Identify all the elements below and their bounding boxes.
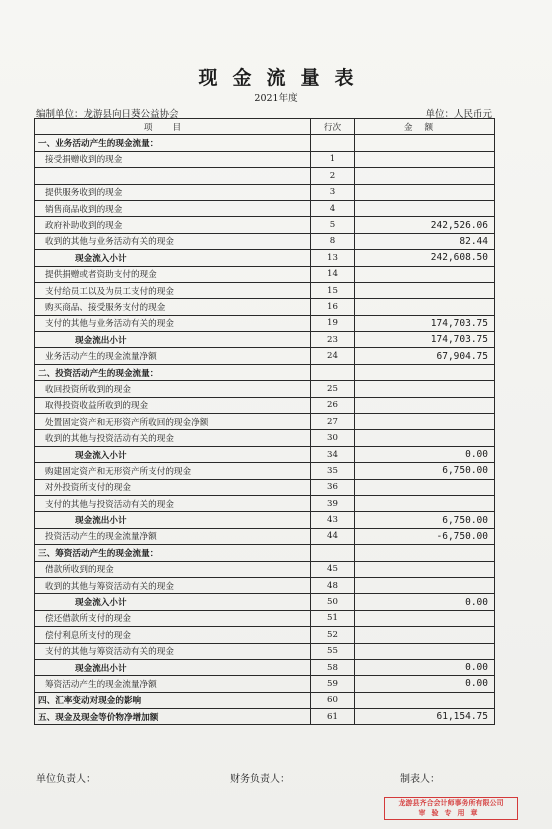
report-year: 2021年度 bbox=[254, 93, 298, 104]
table-row bbox=[35, 282, 495, 298]
row-amount: 61,154.75 bbox=[355, 709, 495, 725]
header-line-no: 行次 bbox=[311, 119, 355, 135]
row-line-number: 34 bbox=[311, 446, 355, 462]
row-line-number: 52 bbox=[311, 627, 355, 643]
row-item-label: 支付的其他与筹资活动有关的现金 bbox=[35, 643, 311, 659]
row-item-label: 业务活动产生的现金流量净额 bbox=[35, 348, 311, 364]
row-amount bbox=[355, 610, 495, 626]
row-amount: 0.00 bbox=[355, 446, 495, 462]
table-row bbox=[35, 610, 495, 626]
row-line-number: 60 bbox=[311, 692, 355, 708]
row-amount bbox=[355, 561, 495, 577]
row-line-number: 26 bbox=[311, 397, 355, 413]
row-item-label: 偿付利息所支付的现金 bbox=[35, 627, 311, 643]
table-row bbox=[35, 397, 495, 413]
row-item-label: 提供捐赠或者资助支付的现金 bbox=[35, 266, 311, 282]
table-row bbox=[35, 627, 495, 643]
finance-head-signature: 财务负责人： bbox=[230, 774, 290, 785]
organization-label: 编制单位：龙游县向日葵公益协会 bbox=[36, 109, 179, 120]
row-amount: 0.00 bbox=[355, 659, 495, 675]
row-line-number: 51 bbox=[311, 610, 355, 626]
row-item-label: 购买商品、接受服务支付的现金 bbox=[35, 299, 311, 315]
row-line-number bbox=[311, 135, 355, 151]
table-row bbox=[35, 545, 495, 561]
table-row bbox=[35, 184, 495, 200]
row-amount bbox=[355, 282, 495, 298]
table-row bbox=[35, 594, 495, 610]
row-amount: -6,750.00 bbox=[355, 528, 495, 544]
row-item-label: 支付的其他与投资活动有关的现金 bbox=[35, 495, 311, 511]
table-row bbox=[35, 200, 495, 216]
row-amount: 174,703.75 bbox=[355, 315, 495, 331]
row-item-label: 取得投资收益所收到的现金 bbox=[35, 397, 311, 413]
row-line-number: 35 bbox=[311, 463, 355, 479]
table-row bbox=[35, 561, 495, 577]
row-amount bbox=[355, 430, 495, 446]
row-amount bbox=[355, 200, 495, 216]
row-line-number: 5 bbox=[311, 217, 355, 233]
table-row bbox=[35, 217, 495, 233]
table-row bbox=[35, 135, 495, 151]
table-row bbox=[35, 446, 495, 462]
row-item-label: 购建固定资产和无形资产所支付的现金 bbox=[35, 463, 311, 479]
table-header-row bbox=[35, 119, 495, 135]
row-item-label: 一、业务活动产生的现金流量： bbox=[35, 135, 311, 151]
row-line-number: 13 bbox=[311, 250, 355, 266]
row-line-number: 61 bbox=[311, 709, 355, 725]
row-item-label: 现金流出小计 bbox=[35, 659, 311, 675]
row-item-label: 四、汇率变动对现金的影响 bbox=[35, 692, 311, 708]
table-row bbox=[35, 151, 495, 167]
table-row bbox=[35, 512, 495, 528]
header-amount: 金额 bbox=[355, 119, 495, 135]
table-row bbox=[35, 528, 495, 544]
table-row bbox=[35, 233, 495, 249]
row-line-number: 59 bbox=[311, 676, 355, 692]
currency-unit-label: 单位：人民币元 bbox=[425, 109, 492, 120]
row-item-label: 现金流出小计 bbox=[35, 332, 311, 348]
row-line-number: 55 bbox=[311, 643, 355, 659]
row-item-label: 借款所收到的现金 bbox=[35, 561, 311, 577]
row-line-number: 23 bbox=[311, 332, 355, 348]
row-amount bbox=[355, 479, 495, 495]
table-row bbox=[35, 709, 495, 725]
table-row bbox=[35, 676, 495, 692]
row-item-label: 销售商品收到的现金 bbox=[35, 200, 311, 216]
row-amount: 242,608.50 bbox=[355, 250, 495, 266]
row-amount bbox=[355, 364, 495, 380]
row-line-number: 48 bbox=[311, 577, 355, 593]
row-item-label: 收到的其他与业务活动有关的现金 bbox=[35, 233, 311, 249]
row-item-label: 支付的其他与业务活动有关的现金 bbox=[35, 315, 311, 331]
row-line-number: 3 bbox=[311, 184, 355, 200]
cash-flow-table bbox=[34, 118, 495, 725]
table-row bbox=[35, 577, 495, 593]
table-row bbox=[35, 266, 495, 282]
row-amount bbox=[355, 184, 495, 200]
row-line-number bbox=[311, 364, 355, 380]
table-row bbox=[35, 463, 495, 479]
row-amount: 0.00 bbox=[355, 594, 495, 610]
row-line-number: 36 bbox=[311, 479, 355, 495]
row-line-number: 50 bbox=[311, 594, 355, 610]
row-amount bbox=[355, 545, 495, 561]
row-amount bbox=[355, 381, 495, 397]
row-amount: 174,703.75 bbox=[355, 332, 495, 348]
row-amount bbox=[355, 397, 495, 413]
row-item-label: 提供服务收到的现金 bbox=[35, 184, 311, 200]
row-line-number: 15 bbox=[311, 282, 355, 298]
table-row bbox=[35, 692, 495, 708]
row-item-label: 现金流入小计 bbox=[35, 446, 311, 462]
table-row bbox=[35, 364, 495, 380]
stamp-purpose: 审验专用章 bbox=[418, 807, 484, 817]
table-row bbox=[35, 332, 495, 348]
table-row bbox=[35, 414, 495, 430]
preparer-signature: 制表人： bbox=[400, 774, 440, 785]
row-item-label: 对外投资所支付的现金 bbox=[35, 479, 311, 495]
row-amount bbox=[355, 643, 495, 659]
row-amount bbox=[355, 168, 495, 184]
row-line-number: 24 bbox=[311, 348, 355, 364]
row-amount bbox=[355, 299, 495, 315]
row-line-number: 8 bbox=[311, 233, 355, 249]
row-line-number: 2 bbox=[311, 168, 355, 184]
row-line-number: 58 bbox=[311, 659, 355, 675]
row-line-number: 30 bbox=[311, 430, 355, 446]
row-line-number: 44 bbox=[311, 528, 355, 544]
table-row bbox=[35, 659, 495, 675]
table-row bbox=[35, 643, 495, 659]
row-line-number bbox=[311, 545, 355, 561]
table-row bbox=[35, 299, 495, 315]
row-item-label: 投资活动产生的现金流量净额 bbox=[35, 528, 311, 544]
unit-head-signature: 单位负责人： bbox=[36, 774, 96, 785]
row-item-label: 现金流出小计 bbox=[35, 512, 311, 528]
table-row bbox=[35, 168, 495, 184]
table-row bbox=[35, 348, 495, 364]
row-line-number: 27 bbox=[311, 414, 355, 430]
row-amount bbox=[355, 577, 495, 593]
row-item-label: 支付给员工以及为员工支付的现金 bbox=[35, 282, 311, 298]
row-item-label bbox=[35, 168, 311, 184]
table-body bbox=[35, 135, 495, 725]
row-line-number: 45 bbox=[311, 561, 355, 577]
header-item: 项目 bbox=[35, 119, 311, 135]
row-item-label: 接受捐赠收到的现金 bbox=[35, 151, 311, 167]
row-item-label: 处置固定资产和无形资产所收回的现金净额 bbox=[35, 414, 311, 430]
row-item-label: 现金流入小计 bbox=[35, 250, 311, 266]
table-row bbox=[35, 381, 495, 397]
table-row bbox=[35, 315, 495, 331]
row-item-label: 筹资活动产生的现金流量净额 bbox=[35, 676, 311, 692]
row-amount: 6,750.00 bbox=[355, 463, 495, 479]
row-item-label: 政府补助收到的现金 bbox=[35, 217, 311, 233]
row-line-number: 19 bbox=[311, 315, 355, 331]
row-item-label: 收回投资所收到的现金 bbox=[35, 381, 311, 397]
row-line-number: 25 bbox=[311, 381, 355, 397]
row-line-number: 4 bbox=[311, 200, 355, 216]
row-item-label: 收到的其他与筹资活动有关的现金 bbox=[35, 577, 311, 593]
row-line-number: 16 bbox=[311, 299, 355, 315]
row-item-label: 偿还借款所支付的现金 bbox=[35, 610, 311, 626]
row-amount: 67,904.75 bbox=[355, 348, 495, 364]
row-amount bbox=[355, 414, 495, 430]
table-row bbox=[35, 250, 495, 266]
table-row bbox=[35, 430, 495, 446]
row-amount bbox=[355, 692, 495, 708]
row-line-number: 43 bbox=[311, 512, 355, 528]
row-line-number: 1 bbox=[311, 151, 355, 167]
row-item-label: 二、投资活动产生的现金流量： bbox=[35, 364, 311, 380]
row-amount: 0.00 bbox=[355, 676, 495, 692]
row-item-label: 五、现金及现金等价物净增加额 bbox=[35, 709, 311, 725]
audit-stamp bbox=[384, 797, 518, 820]
row-amount bbox=[355, 266, 495, 282]
row-amount: 82.44 bbox=[355, 233, 495, 249]
row-amount: 6,750.00 bbox=[355, 512, 495, 528]
row-amount bbox=[355, 135, 495, 151]
row-line-number: 14 bbox=[311, 266, 355, 282]
table-row bbox=[35, 495, 495, 511]
row-item-label: 现金流入小计 bbox=[35, 594, 311, 610]
row-item-label: 三、筹资活动产生的现金流量： bbox=[35, 545, 311, 561]
row-line-number: 39 bbox=[311, 495, 355, 511]
row-amount bbox=[355, 495, 495, 511]
report-title: 现金流量表 bbox=[198, 67, 369, 89]
table-row bbox=[35, 479, 495, 495]
stamp-firm-name: 龙游县齐合会计师事务所有限公司 bbox=[398, 798, 504, 807]
row-amount bbox=[355, 627, 495, 643]
row-item-label: 收到的其他与投资活动有关的现金 bbox=[35, 430, 311, 446]
row-amount: 242,526.06 bbox=[355, 217, 495, 233]
row-amount bbox=[355, 151, 495, 167]
